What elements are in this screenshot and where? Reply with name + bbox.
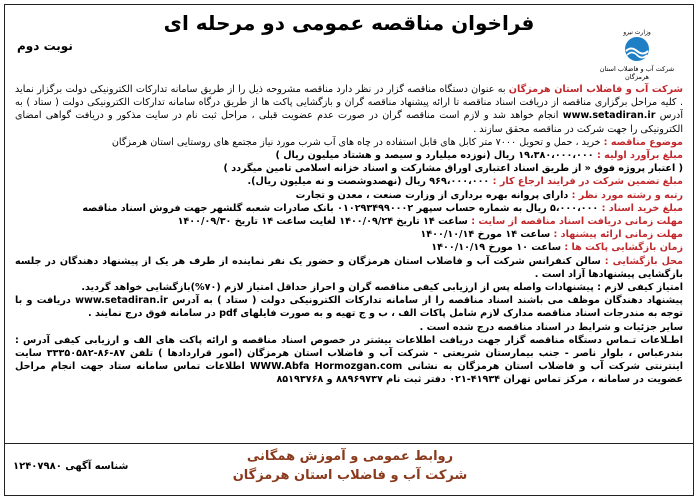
- public-relations-signature: [205, 449, 495, 483]
- logo-org-name: شرکت آب و فاضلاب استان هرمزگان: [599, 65, 675, 81]
- docprice-text: ۵،۰۰۰،۰۰۰ ریال به شماره حساب سپهر ۰۱۰۲۹۳۴۹۹۰۰۰۲ بانک صادرات شعبه گلشهر جهت فروش اسناد مناقصه: [82, 202, 602, 214]
- bid-label: مهلت زمانی ارائه پیشنهاد :: [553, 229, 683, 241]
- intro-paragraph: [15, 83, 683, 136]
- setad-link-2[interactable]: www.setadiran.ir: [75, 295, 168, 307]
- subject-text: خرید ، حمل و تحویل ۷۰۰۰ متر کابل های قابل استفاده در چاه های آب شرب مورد نیاز مجتمع های روستایی استان هرمزگان: [111, 136, 604, 148]
- docdeadline-line: [15, 215, 683, 228]
- funding-line: ( اعتبار پروژه فوق « از طریق اسناد اعتباری اوراق مشارکت و اسناد خزانه اسلامی تامین میگردد ): [223, 163, 683, 175]
- company-website-link[interactable]: WWW.Abfa Hormozgan.com: [249, 361, 403, 373]
- setad-link[interactable]: www.setadiran.ir: [562, 110, 656, 122]
- bid-deadline-line: [15, 228, 683, 241]
- ministry-caption: وزارت نیرو: [623, 29, 651, 36]
- opening-label: زمان بازگشایی پاکت ها :: [564, 242, 683, 254]
- notice-header: [5, 5, 693, 83]
- bidders-paragraph: [15, 294, 683, 320]
- bid-text: ساعت ۱۴ مورخ ۱۴۰۰/۱۰/۱۴: [420, 229, 554, 241]
- venue-label: محل بازگشایی :: [604, 255, 683, 267]
- estimate-text: ۱۹،۳۸۰،۰۰۰،۰۰۰ ریال (نوزده میلیارد و سیصد و هشتاد میلیون ریال ): [275, 150, 597, 162]
- guarantee-text: ۹۶۹،۰۰۰،۰۰۰ ریال (نهصدوشصت و نه میلیون ریال).: [247, 176, 493, 188]
- docdeadline-label: مهلت زمانی دریافت اسناد مناقصه از سایت :: [471, 216, 683, 228]
- publication-ordinal: نوبت دوم: [17, 39, 73, 53]
- notice-id: شناسه آگهی ۱۲۴۰۷۹۸۰: [13, 461, 129, 472]
- opening-line: [15, 241, 683, 254]
- contact-text: اطـلاعات تـماس دستگاه مناقصه گزار جهت دریافت اطلاعات بیشتر در خصوص اسناد مناقصه و ارائه پاکت های الف و ارزیابی کیفی آدرس : بندرعباس ، بلوار ناصر - جنب بیمارستان شریعتی - شرکت آب و فاضلاب استان هرمزگان (امور قراردادها ) تلفن ۸۷-۸۶-۳۳۳۵۰۵۸۲ سایت اینترنتی شرکت آب و فاضلاب استان هرمزگان به نشانی: [15, 334, 683, 373]
- notice-body: [15, 83, 683, 439]
- qualification-line: امتیاز کیفی لازم : پیشنهادات واصله پس از ارزیابی کیفی مناقصه گران و احراز حداقل امتیاز لازم (۷۰%)بازگشایی خواهد گردید.: [81, 282, 683, 294]
- docprice-line: [15, 202, 683, 215]
- contact-text-2: اطلاعات تماس سامانه ستاد جهت انجام مراحل عضویت در سامانه ، مرکز تماس تهران ۴۱۹۳۴-۰۲۱ دفتر ثبت نام ۸۸۹۶۹۷۳۷ و ۸۵۱۹۳۷۶۸: [15, 361, 683, 386]
- tender-notice: [4, 4, 694, 496]
- docdeadline-text: ساعت ۱۴ تاریخ ۱۴۰۰/۰۹/۲۴ لغایت ساعت ۱۴ تاریخ ۱۴۰۰/۰۹/۳۰: [177, 216, 472, 228]
- guarantee-line: [15, 175, 683, 188]
- notice-footer: [5, 443, 693, 495]
- bidders-text-2: دریافت و با توجه به مندرجات اسناد مناقصه مدارک لازم شامل پاکات الف ، ب و ج تهیه و به صورت فایلهای pdf در سامانه فوق درج نمایند .: [15, 295, 683, 320]
- rank-label: رتبه و رشته مورد نظر :: [571, 189, 683, 201]
- docprice-label: مبلغ خرید اسناد :: [601, 202, 683, 214]
- rank-text: دارای پروانه بهره برداری از وزارت صنعت ، معدن و تجارت: [295, 189, 572, 201]
- rank-line: [15, 189, 683, 202]
- subject-label: موضوع مناقصه :: [603, 136, 683, 148]
- bidders-text: پیشنهاد دهندگان موظف می باشند اسناد مناقصه را از سامانه تدارکات الکترونیکی دولت ( ستاد ) به آدرس: [167, 295, 683, 307]
- intro-text-2: انجام خواهد شد و لازم است مناقصه گران در صورت عدم عضویت قبلی ، مراحل ثبت نام در سایت مذکور و دریافت گواهی امضای الکترونیکی را جهت شرکت در مناقصه محقق سازند .: [15, 110, 683, 135]
- company-logo: [591, 29, 683, 79]
- venue-text: سالن کنفرانس شرکت آب و فاضلاب استان هرمزگان و حضور یک نفر نماینده از طرف هر یک از پیشنهاد دهندگان در جلسه بازگشایی پیشنهادها آزاد است .: [15, 255, 683, 280]
- intro-org: شرکت آب و فاضلاب استان هرمزگان: [508, 84, 683, 95]
- contact-paragraph: [15, 334, 683, 387]
- pr-dept: روابط عمومی و آموزش همگانی: [246, 449, 454, 464]
- estimate-line: [15, 149, 683, 162]
- water-drop-icon: [620, 36, 654, 62]
- page-title: فراخوان مناقصه عمومی دو مرحله ای: [163, 11, 535, 35]
- footer-divider: [5, 443, 693, 444]
- pr-company: شرکت آب و فاضلاب استان هرمزگان: [232, 468, 468, 483]
- subject-line: [15, 136, 683, 149]
- opening-text: ساعت ۱۰ مورخ ۱۴۰۰/۱۰/۱۹: [431, 242, 565, 254]
- intro-text: به عنوان دستگاه مناقصه گزار در نظر دارد مناقصه مشروحه ذیل را از طریق سامانه تدارکات الکترونیکی دولت برگزار نماید . کلیه مراحل برگزاری مناقصه از دریافت اسناد مناقصه تا ارائه پیشنهاد مناقصه گران و بازگشایی پاکت ها از طریق درگاه سامانه تدارکات الکترونیکی دولت ( ستاد ) به آدرس: [15, 84, 683, 122]
- venue-line: [15, 255, 683, 281]
- guarantee-label: مبلغ تضمین شرکت در فرایند ارجاع کار :: [492, 176, 683, 188]
- estimate-label: مبلغ برآورد اولیه :: [596, 150, 683, 162]
- other-details-line: سایر جزئیات و شرایط در اسناد مناقصه درج شده است .: [419, 321, 683, 333]
